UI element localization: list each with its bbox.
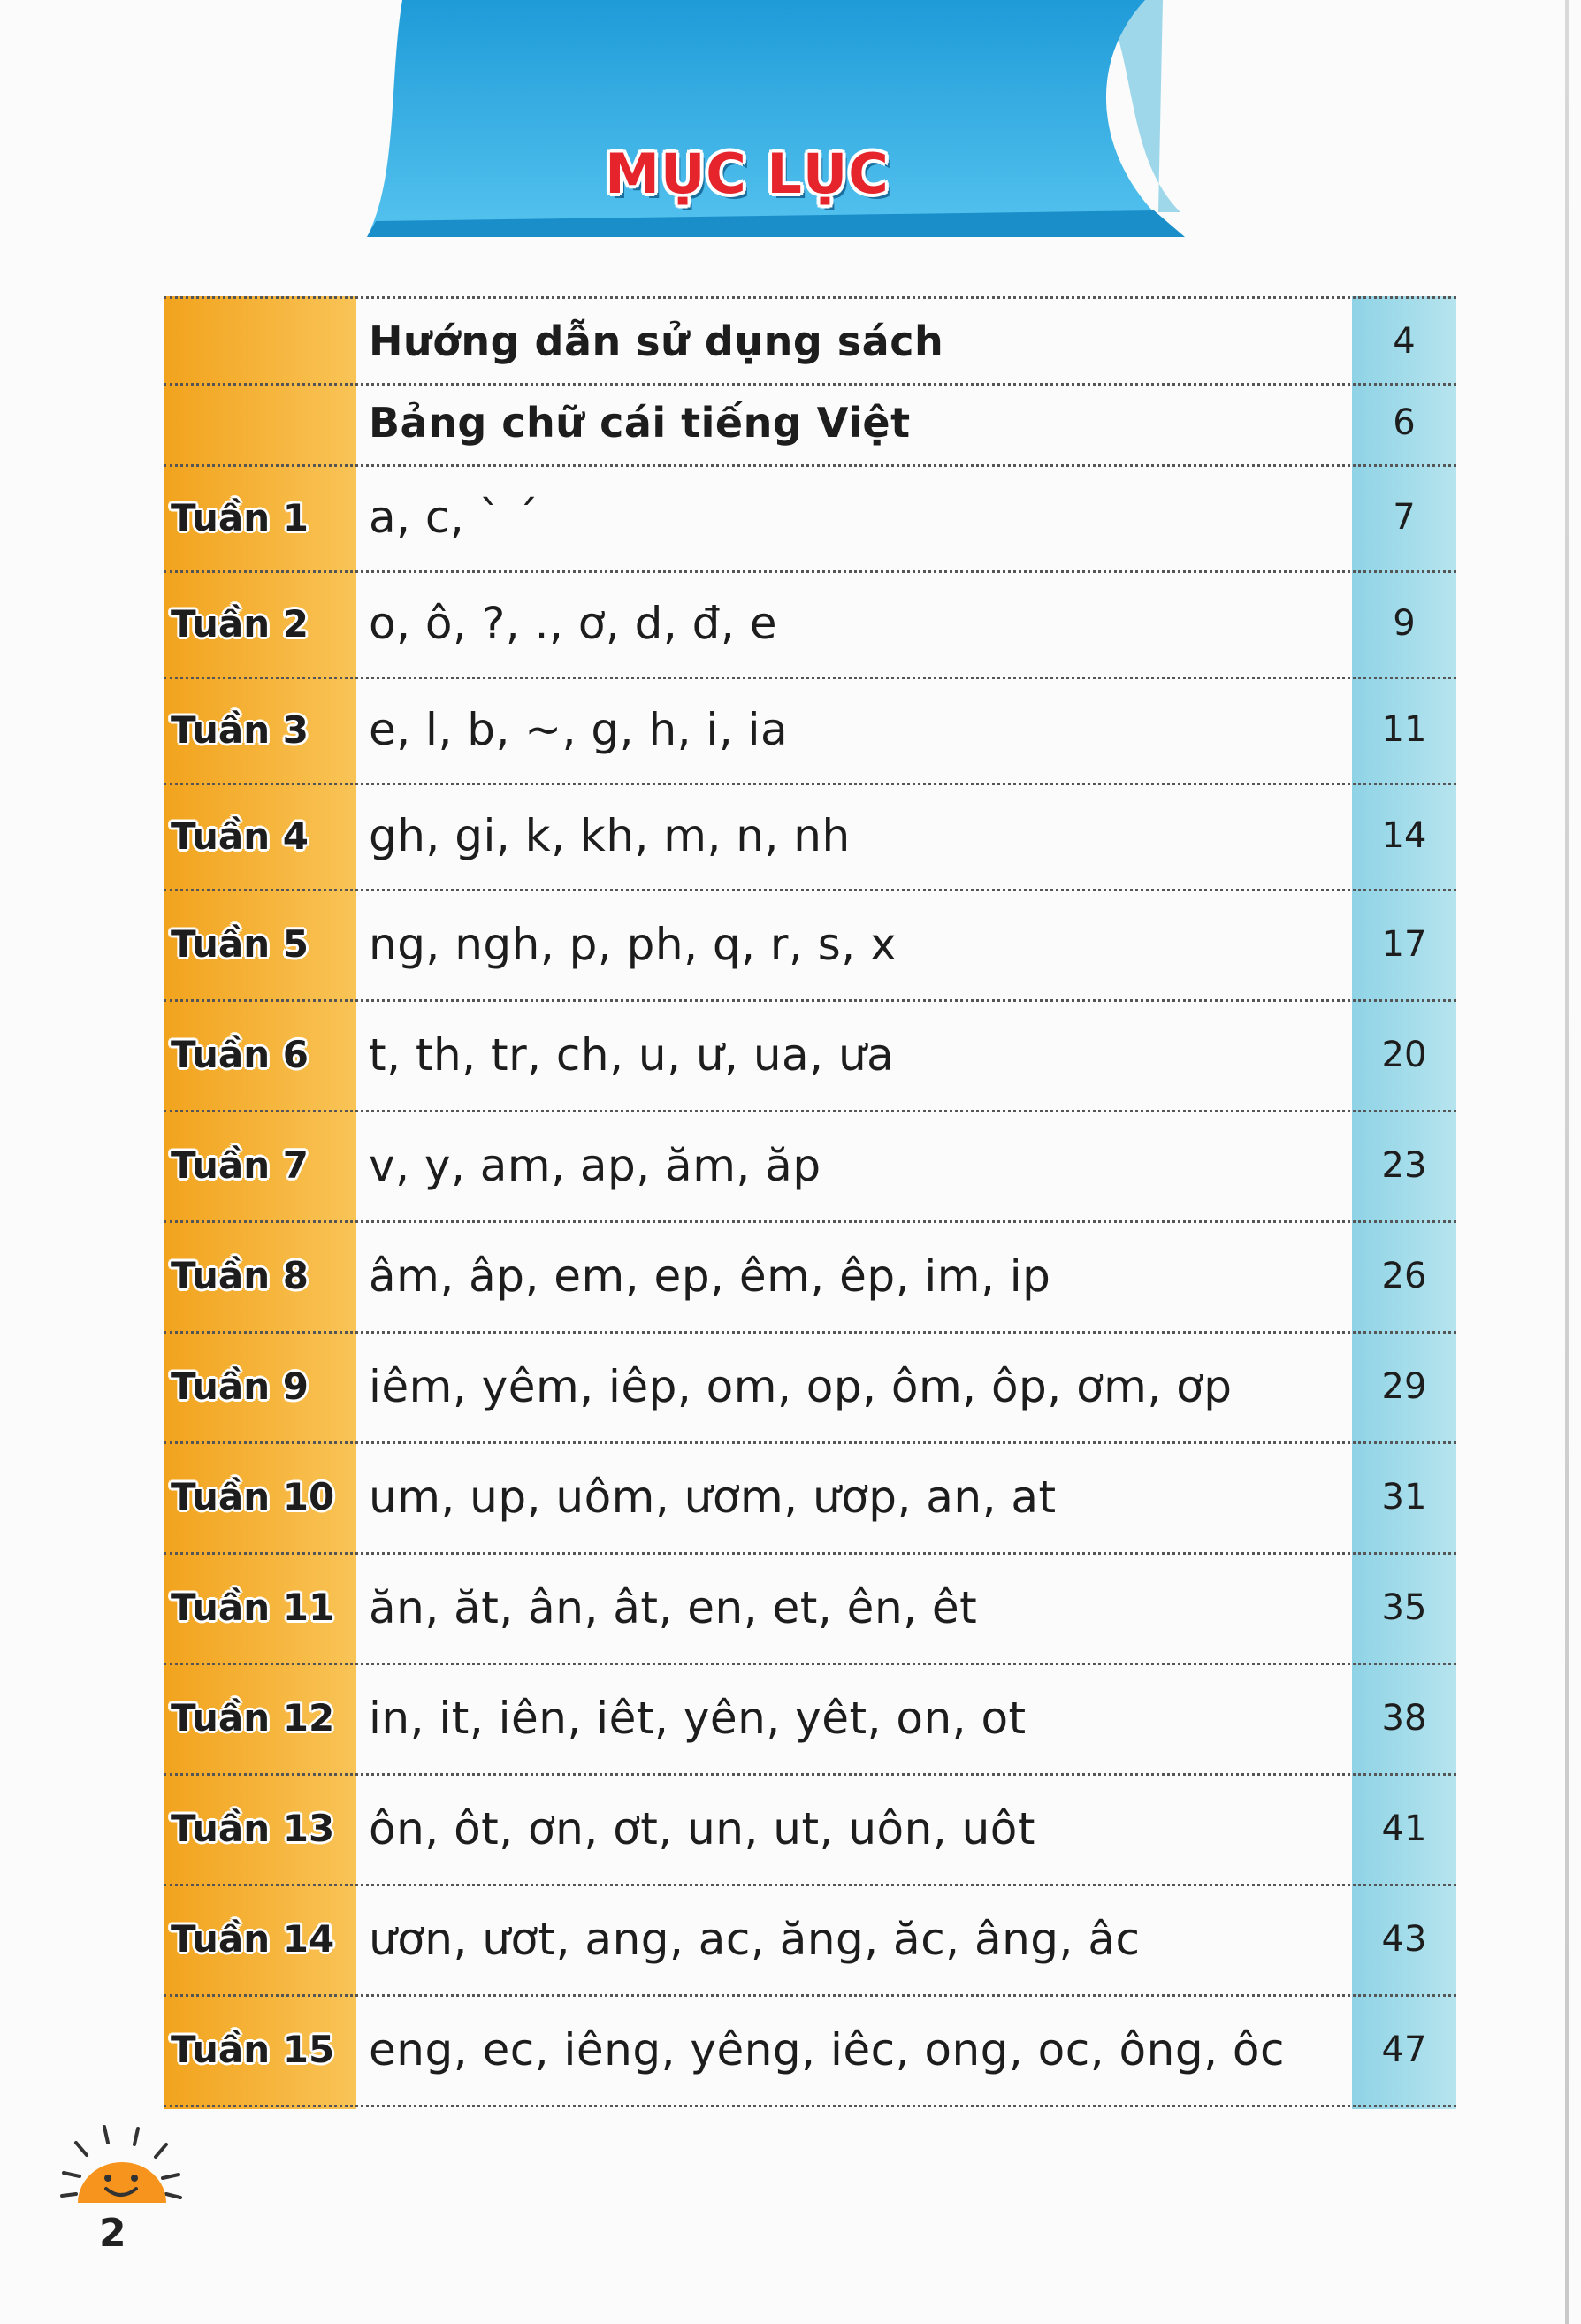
title-banner — [367, 0, 1185, 237]
lesson-content: Bảng chữ cái tiếng Việt — [369, 398, 911, 447]
lesson-content: t, th, tr, ch, u, ư, ua, ưa — [369, 1028, 895, 1081]
toc-row — [164, 296, 1456, 386]
toc-row — [164, 1552, 1456, 1665]
toc-row — [164, 1441, 1456, 1555]
lesson-content: ăn, ăt, ân, ât, en, et, ên, êt — [369, 1581, 978, 1633]
week-label: Tuần 1 — [171, 495, 309, 539]
page-ref: 41 — [1381, 1808, 1427, 1849]
week-label: Tuần 11 — [171, 1586, 335, 1629]
lesson-content: âm, âp, em, ep, êm, êp, im, ip — [369, 1250, 1051, 1302]
toc-row — [164, 999, 1456, 1112]
lesson-content: gh, gi, k, kh, m, n, nh — [369, 810, 851, 861]
page-ref: 35 — [1381, 1586, 1427, 1628]
toc-row — [164, 1884, 1456, 1997]
page-ref: 31 — [1381, 1476, 1427, 1517]
page-ref: 43 — [1381, 1918, 1427, 1960]
lesson-content: um, up, uôm, ươm, ươp, an, at — [369, 1471, 1057, 1523]
toc-row — [164, 1773, 1456, 1886]
table-of-contents — [164, 296, 1456, 2109]
page-ref: 38 — [1381, 1697, 1427, 1739]
toc-row — [164, 1110, 1456, 1223]
week-label: Tuần 8 — [171, 1254, 309, 1297]
week-label: Tuần 4 — [171, 814, 309, 858]
toc-row — [164, 570, 1456, 679]
toc-row — [164, 464, 1456, 573]
page-ref: 17 — [1381, 923, 1427, 965]
week-label: Tuần 13 — [171, 1807, 335, 1850]
toc-row — [164, 1331, 1456, 1444]
week-label: Tuần 5 — [171, 922, 309, 966]
page-edge — [1565, 0, 1569, 2324]
toc-row — [164, 677, 1456, 785]
lesson-content: iêm, yêm, iêp, om, op, ôm, ôp, ơm, ơp — [369, 1360, 1233, 1412]
week-label: Tuần 15 — [171, 2028, 335, 2071]
lesson-content: eng, ec, iêng, yêng, iêc, ong, oc, ông, ôc — [369, 2023, 1285, 2076]
page-ref: 23 — [1381, 1144, 1427, 1186]
week-label: Tuần 7 — [171, 1143, 309, 1187]
week-label: Tuần 9 — [171, 1365, 309, 1408]
week-label: Tuần 12 — [171, 1696, 335, 1739]
toc-row — [164, 1994, 1456, 2107]
week-label: Tuần 6 — [171, 1033, 309, 1076]
week-label: Tuần 3 — [171, 707, 309, 752]
lesson-content: ươn, ươt, ang, ac, ăng, ăc, âng, âc — [369, 1913, 1141, 1965]
page-ref: 4 — [1393, 320, 1416, 362]
lesson-content: Hướng dẫn sử dụng sách — [369, 317, 944, 365]
page-title: MỤC LỤC — [605, 141, 890, 206]
week-label: Tuần 2 — [171, 601, 309, 646]
toc-row — [164, 380, 1456, 467]
toc-row — [164, 889, 1456, 1002]
toc-row — [164, 1220, 1456, 1334]
page-ref: 14 — [1381, 815, 1427, 856]
page-ref: 6 — [1393, 401, 1416, 443]
toc-row — [164, 783, 1456, 891]
page-ref: 26 — [1381, 1255, 1427, 1296]
page-number: 2 — [99, 2211, 126, 2256]
page-ref: 29 — [1381, 1365, 1427, 1407]
toc-row — [164, 1663, 1456, 1776]
lesson-content: ôn, ôt, ơn, ơt, un, ut, uôn, uôt — [369, 1802, 1035, 1854]
page-ref: 7 — [1393, 497, 1416, 538]
lesson-content: a, c, ` ´ — [369, 492, 539, 543]
page-ref: 9 — [1393, 603, 1416, 644]
sun-icon — [46, 2118, 196, 2224]
page-ref: 11 — [1381, 709, 1427, 750]
week-label: Tuần 10 — [171, 1475, 335, 1518]
lesson-content: e, l, b, ~, g, h, i, ia — [369, 704, 789, 755]
lesson-content: ng, ngh, p, ph, q, r, s, x — [369, 918, 897, 970]
lesson-content: v, y, am, ap, ăm, ăp — [369, 1139, 821, 1191]
lesson-content: o, ô, ?, ., ơ, d, đ, e — [369, 598, 777, 649]
page-ref: 20 — [1381, 1034, 1427, 1075]
page-ref: 47 — [1381, 2029, 1427, 2070]
week-label: Tuần 14 — [171, 1917, 335, 1961]
lesson-content: in, it, iên, iêt, yên, yêt, on, ot — [369, 1692, 1027, 1744]
